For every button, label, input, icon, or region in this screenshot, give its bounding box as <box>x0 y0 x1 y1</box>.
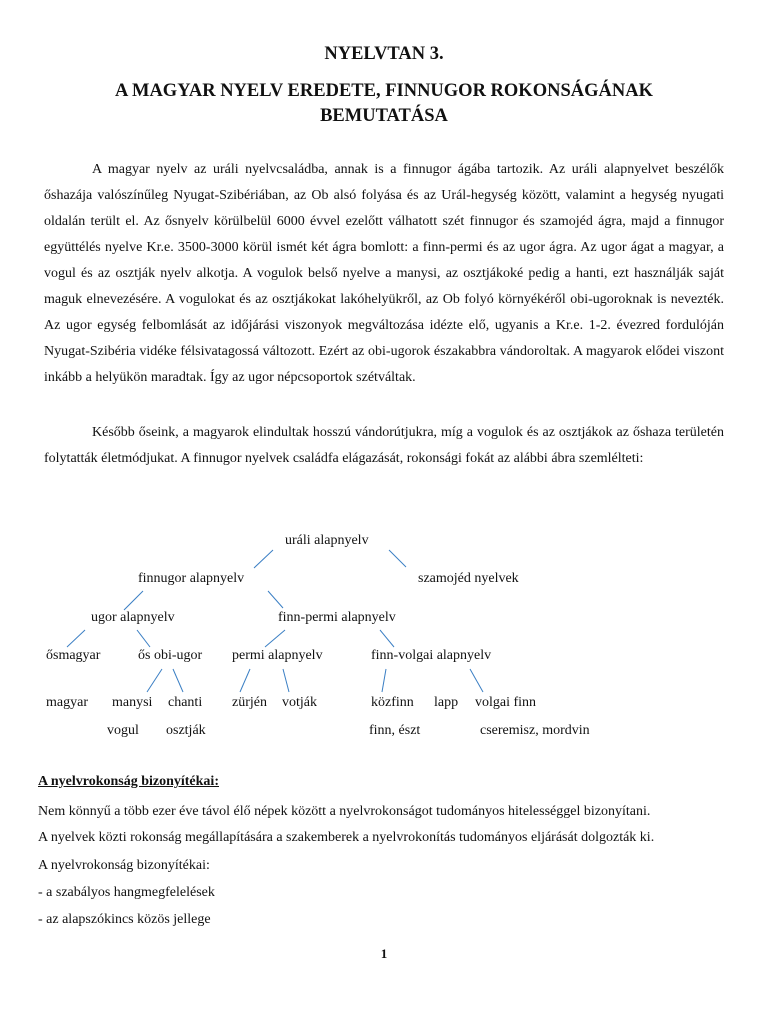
proof-list-item: - a szabályos hangmegfelelések <box>38 885 215 900</box>
tree-leaf-volgaifinn: volgai finn <box>475 695 537 710</box>
tree-leaf-kozfinn: közfinn <box>371 695 414 710</box>
tree-node-finnpermi: finn-permi alapnyelv <box>278 610 396 625</box>
proof-text-line: A nyelvrokonság bizonyítékai: <box>38 858 210 873</box>
tree-node-szamojed: szamojéd nyelvek <box>418 571 519 586</box>
document-subtitle-line1: A MAGYAR NYELV EREDETE, FINNUGOR ROKONSÁGÁNAK <box>115 81 653 101</box>
tree-node-finnvolgai: finn-volgai alapnyelv <box>371 648 492 663</box>
connector-finnpermi-permi <box>265 630 285 647</box>
connector-ugor-osobiugor <box>137 630 150 647</box>
proof-text-line: A nyelvek közti rokonság megállapítására a szakemberek a nyelvrokonítás tudományos eljárását dolgozták ki. <box>38 830 655 845</box>
connector-permi-zurjen <box>240 669 250 692</box>
proof-text-line: Nem könnyű a több ezer éve távol élő népek között a nyelvrokonságot tudományos hitelességgel bizonyítani. <box>38 804 651 819</box>
document-title: NYELVTAN 3. <box>324 44 444 64</box>
tree-node-finnugor: finnugor alapnyelv <box>138 571 245 586</box>
connector-finnpermi-finnvolgai <box>380 630 394 647</box>
tree-leaf-manysi: manysi <box>112 695 153 710</box>
connector-urali-szamojed <box>389 550 406 567</box>
tree-node-osobiugor: ős obi-ugor <box>138 648 203 663</box>
connector-finnvolgai-volgaifinn <box>470 669 483 692</box>
paragraph-intro: A magyar nyelv az uráli nyelvcsaládba, annak is a finnugor ágába tartozik. Az uráli alapnyelvet beszélők őshazája valószínűleg Nyugat-Szibériában, az Ob alsó folyása és az Urál-hegység között, valamint a hegység nyugati oldalán terült el. Az ősnyelv körülbelül 6000 évvel ezelőtt válhatott szét finnugor és szamojéd ágra, majd a finnugor együttélés nyelve Kr.e. 3500-3000 körül ismét két ágra bomlott: a finn-permi és az ugor ágra. Az ugor ágat a magyar, a vogul és az osztják nyelv alkotja. A vogulok belső nyelve a manysi, az osztjákoké pedig a hanti, ezt használják saját maguk elnevezésére. A vogulokat és az osztjákokat lakóhelyükről, az Ob folyó környékéről obi-ugoroknak is nevezték. Az ugor egység felbomlását az időjárási viszonyok megváltozása idézte elő, ugyanis a Kr.e. 1-2. évezred fordulóján Nyugat-Szibéria vidéke félsivatagossá változott. Ezért az obi-ugorok északabbra vándoroltak. A magyarok elődei viszont inkább a helyükön maradtak. Így az ugor népcsoportok szétváltak. <box>44 162 724 385</box>
tree-leaf-cseremisz: cseremisz, mordvin <box>480 723 590 738</box>
tree-leaf-votjak: votják <box>282 695 317 710</box>
proof-list-item: - az alapszókincs közös jellege <box>38 912 211 927</box>
connector-permi-votjak <box>283 669 289 692</box>
tree-node-osmagyar: ősmagyar <box>46 648 101 663</box>
tree-leaf-magyar: magyar <box>46 695 88 710</box>
page-number: 1 <box>380 946 388 961</box>
connector-finnvolgai-kozfinn <box>382 669 386 692</box>
tree-node-permi: permi alapnyelv <box>232 648 323 663</box>
tree-leaf-zurjen: zürjén <box>232 695 267 710</box>
connector-urali-finnugor <box>254 550 273 568</box>
connector-finnugor-ugor <box>124 591 143 610</box>
connector-finnugor-finnpermi <box>268 591 283 608</box>
document-subtitle-line2: BEMUTATÁSA <box>320 106 448 126</box>
tree-node-ugor: ugor alapnyelv <box>91 610 175 625</box>
connector-ugor-osmagyar <box>67 630 85 647</box>
tree-node-urali: uráli alapnyelv <box>285 533 369 548</box>
paragraph-migration: Később őseink, a magyarok elindultak hosszú vándorútjukra, míg a vogulok és az osztjákok az őshaza területén folytatták életmódjukat. A finnugor nyelvek családfa elágazását, rokonsági fokát az alábbi ábra szemlélteti: <box>44 425 724 466</box>
section-heading-proof: A nyelvrokonság bizonyítékai: <box>38 774 219 789</box>
tree-leaf-vogul: vogul <box>107 723 139 738</box>
tree-leaf-chanti: chanti <box>168 695 203 710</box>
tree-leaf-finneszt: finn, észt <box>369 723 421 738</box>
connector-osobiugor-chanti <box>173 669 183 692</box>
tree-leaf-lapp: lapp <box>434 695 459 710</box>
connector-osobiugor-manysi <box>147 669 162 692</box>
tree-leaf-osztjak: osztják <box>166 723 206 738</box>
